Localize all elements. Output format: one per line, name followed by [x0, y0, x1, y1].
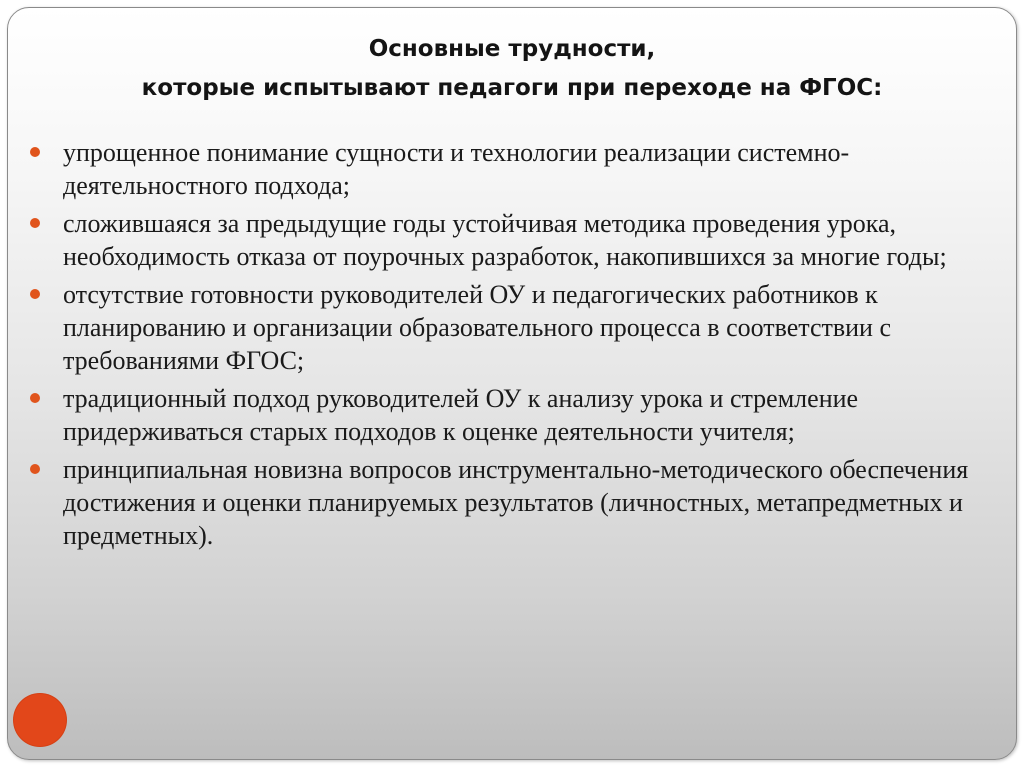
- bullet-text: упрощенное понимание сущности и технологии реализации системно-деятельностного подхода;: [63, 138, 850, 200]
- bullet-text: отсутствие готовности руководителей ОУ и педагогических работников к планированию и организации образовательного процесса в соответствии с требованиями ФГОС;: [63, 280, 892, 375]
- bullet-list: [28, 136, 1013, 557]
- bullet-item: [28, 278, 1013, 377]
- bullet-dot-icon: [30, 218, 40, 228]
- bullet-dot-icon: [30, 393, 40, 403]
- bullet-text: принципиальная новизна вопросов инструментально-методического обеспечения достижения и оценки планируемых результатов (личностных, метапредметных и предметных).: [63, 455, 969, 550]
- bullet-dot-icon: [30, 147, 40, 157]
- title-line-2: которые испытывают педагоги при переходе на ФГОС:: [141, 75, 883, 101]
- decorative-circle-icon: [14, 694, 66, 746]
- bullet-item: [28, 136, 1013, 202]
- title-line-1: Основные трудности,: [368, 36, 656, 62]
- bullet-item: [28, 382, 1013, 448]
- bullet-text: сложившаяся за предыдущие годы устойчивая методика проведения урока, необходимость отказа от поурочных разработок, накопившихся за многие годы;: [63, 209, 947, 271]
- bullet-item: [28, 207, 1013, 273]
- bullet-item: [28, 453, 1013, 552]
- bullet-text: традиционный подход руководителей ОУ к анализу урока и стремление придерживаться старых подходов к оценке деятельности учителя;: [63, 384, 859, 446]
- content-panel: [7, 7, 1017, 760]
- slide-title: [8, 30, 1016, 108]
- bullet-dot-icon: [30, 289, 40, 299]
- bullet-dot-icon: [30, 464, 40, 474]
